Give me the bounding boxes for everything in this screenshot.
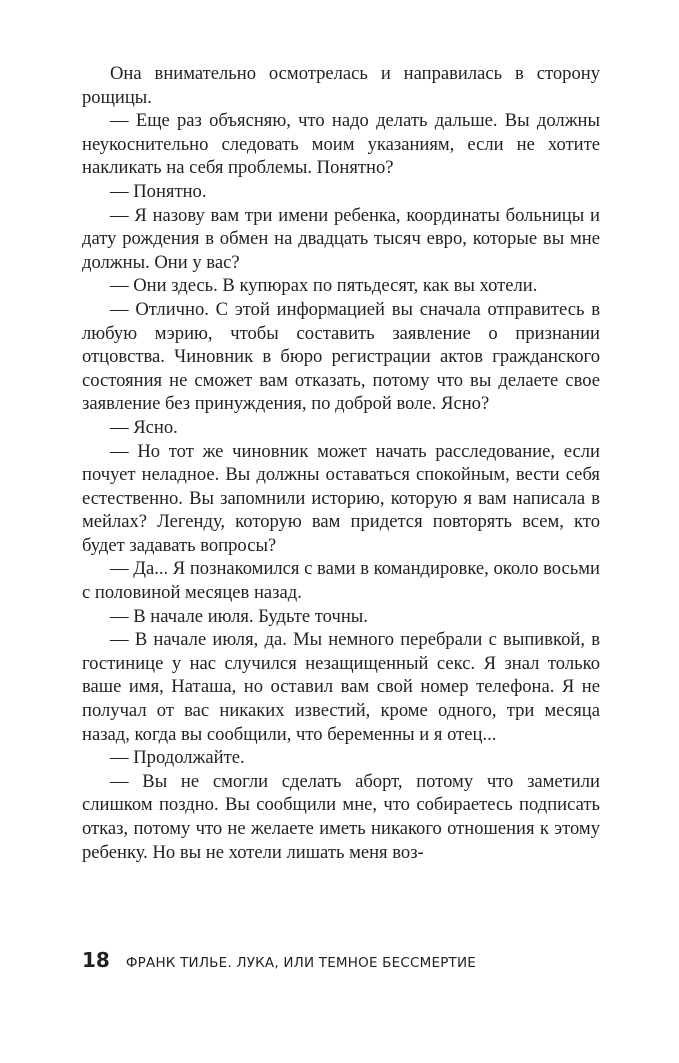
paragraph: — Они здесь. В купюрах по пятьдесят, как вы хотели. [110, 275, 538, 297]
body-text [82, 62, 600, 864]
page-footer [82, 948, 602, 974]
paragraph: — Но тот же чиновник может начать расследование, если почует неладное. Вы должны оставаться спокойным, вести себя естественно. Вы запомнили историю, которую я вам написала в мейлах? Легенду, которую вам придется повторять всем, кто будет задавать вопросы? [82, 440, 600, 556]
paragraph: — Вы не смогли сделать аборт, потому что заметили слишком поздно. Вы сообщили мне, что собираетесь подписать отказ, потому что не желаете иметь никакого отношения к этому ребенку. Но вы не хотели лишать меня воз- [82, 770, 600, 863]
paragraph: — Ясно. [110, 416, 178, 438]
paragraph: Она внимательно осмотрелась и направилась в сторону рощицы. [82, 63, 600, 108]
paragraph: — Я назову вам три имени ребенка, координаты больницы и дату рождения в обмен на двадцать тысяч евро, которые вы мне должны. Они у вас? [82, 204, 600, 273]
paragraph: — Да... Я познакомился с вами в командировке, около восьми с половиной месяцев назад. [82, 558, 600, 604]
paragraph: — В начале июля, да. Мы немного перебрали с выпивкой, в гостинице у нас случился незащищенный секс. Я знал только ваше имя, Наташа, но оставил вам свой номер телефона. Я не получал от вас никаких известий, кроме одного, три месяца назад, когда вы сообщили, что беременны и я отец... [82, 629, 600, 745]
paragraph: — Продолжайте. [110, 747, 245, 769]
page-number: 18 [82, 948, 110, 972]
paragraph: — Понятно. [110, 180, 207, 202]
running-head: ФРАНК ТИЛЬЕ. ЛУКА, ИЛИ ТЕМНОЕ БЕССМЕРТИЕ [125, 955, 477, 971]
paragraph: — Еще раз объясняю, что надо делать дальше. Вы должны неукоснительно следовать моим указаниям, если не хотите накликать на себя проблемы. Понятно? [82, 110, 600, 179]
paragraph: — В начале июля. Будьте точны. [110, 605, 368, 627]
paragraph: — Отлично. С этой информацией вы сначала отправитесь в любую мэрию, чтобы составить заявление о признании отцовства. Чиновник в бюро регистрации актов гражданского состояния не сможет вам отказать, потому что вы делаете свое заявление без принуждения, по доброй воле. Ясно? [82, 298, 600, 415]
